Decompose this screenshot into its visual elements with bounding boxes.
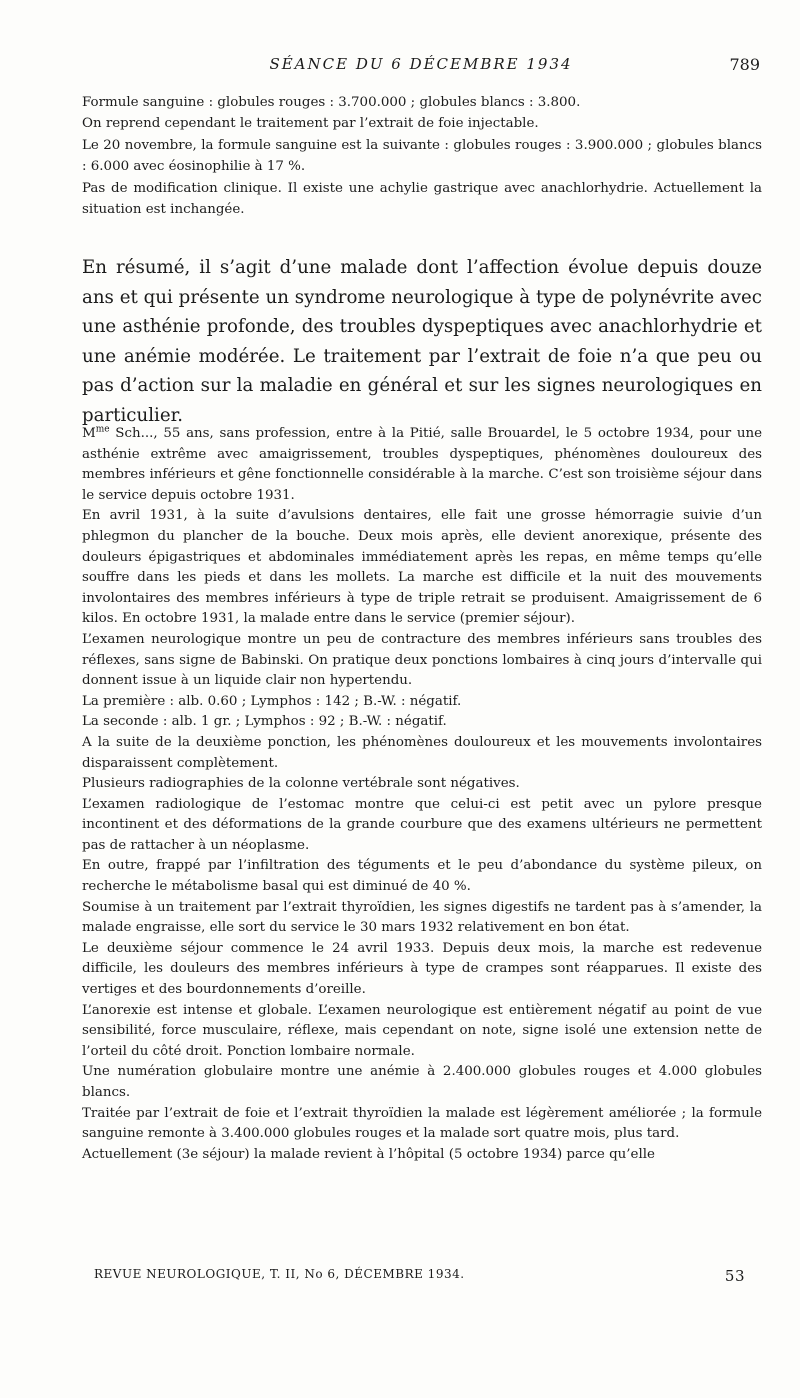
paragraph: La première : alb. 0.60 ; Lymphos : 142 ; B.-W. : négatif. <box>82 693 462 709</box>
paragraph: A la suite de la deuxième ponction, les phénomènes douloureux et les mouvements involontaires disparaissent complètement. <box>82 734 762 771</box>
paragraph: L’anorexie est intense et globale. L’examen neurologique est entièrement négatif au point de vue sensibilité, force musculaire, réflexe, mais cependant on note, signe isolé une extension nette de l’orteil du côté droit. Ponction lombaire normale. <box>82 1002 762 1059</box>
summary-section <box>82 253 762 431</box>
intro-section <box>82 92 762 220</box>
signature-number: 53 <box>724 1267 745 1285</box>
running-header <box>82 55 760 77</box>
header-title: SÉANCE DU 6 DÉCEMBRE 1934 <box>269 55 573 73</box>
paragraph: Soumise à un traitement par l’extrait thyroïdien, les signes digestifs ne tardent pas à s’amender, la malade engraisse, elle sort du service le 30 mars 1932 relativement en bon état. <box>82 899 762 936</box>
paragraph: En avril 1931, à la suite d’avulsions dentaires, elle fait une grosse hémorragie suivie d’un phlegmon du plancher de la bouche. Deux mois après, elle devient anorexique, présente des douleurs épigastriques et abdominales immédiatement après les repas, en même temps qu’elle souffre dans les pieds et dans les mollets. La marche est difficile et la nuit des mouvements involontaires des membres inférieurs à type de triple retrait se produisent. Amaigrissement de 6 kilos. En octobre 1931, la malade entre dans le service (premier séjour). <box>82 508 762 627</box>
paragraph: La seconde : alb. 1 gr. ; Lymphos : 92 ; B.-W. : négatif. <box>82 714 447 730</box>
paragraph: On reprend cependant le traitement par l’extrait de foie injectable. <box>82 116 539 132</box>
paragraph: Actuellement (3e séjour) la malade revient à l’hôpital (5 octobre 1934) parce qu’elle <box>82 1146 655 1162</box>
paragraph: Pas de modification clinique. Il existe une achylie gastrique avec anachlorhydrie. Actuellement la situation est inchangée. <box>82 180 762 218</box>
paragraph: Traitée par l’extrait de foie et l’extrait thyroïdien la malade est légèrement améliorée ; la formule sanguine remonte à 3.400.000 globules rouges et la malade sort quatre mois, plus tard. <box>82 1105 762 1142</box>
journal-reference: REVUE NEUROLOGIQUE, T. II, No 6, DÉCEMBRE 1934. <box>94 1267 465 1281</box>
paragraph: Plusieurs radiographies de la colonne vertébrale sont négatives. <box>82 776 520 792</box>
paragraph: Le deuxième séjour commence le 24 avril 1933. Depuis deux mois, la marche est redevenue difficile, les douleurs des membres inférieurs à type de crampes sont réapparues. Il existe des vertiges et des bourdonnements d’oreille. <box>82 940 762 998</box>
paragraph: En outre, frappé par l’infiltration des téguments et le peu d’abondance du système pileux, on recherche le métabolisme basal qui est diminué de 40 %. <box>82 858 762 895</box>
paragraph: Le 20 novembre, la formule sanguine est la suivante : globules rouges : 3.900.000 ; globules blancs : 6.000 avec éosinophilie à 17 %. <box>82 137 762 175</box>
paragraph: Une numération globulaire montre une anémie à 2.400.000 globules rouges et 4.000 globules blancs. <box>82 1064 762 1100</box>
paragraph: L’examen radiologique de l’estomac montre que celui-ci est petit avec un pylore presque incontinent et des déformations de la grande courbure que des examens ultérieurs ne permettent pas de rattacher à un néoplasme. <box>82 796 762 853</box>
page-number: 789 <box>729 55 760 74</box>
summary-paragraph: En résumé, il s’agit d’une malade dont l’affection évolue depuis douze ans et qui présente un syndrome neurologique à type de polynévrite avec une asthénie profonde, des troubles dyspeptiques avec anachlorhydrie et une anémie modérée. Le traitement par l’extrait de foie n’a que peu ou pas d’action sur la maladie en général et sur les signes neurologiques en particulier. <box>82 257 762 426</box>
page-footer <box>94 1267 745 1287</box>
case-section <box>82 424 762 1165</box>
honorific: M <box>82 426 96 441</box>
paragraph: L’examen neurologique montre un peu de contracture des membres inférieurs sans troubles des réflexes, sans signe de Babinski. On pratique deux ponctions lombaires à cinq jours d’intervalle qui donnent issue à un liquide clair non hypertendu. <box>82 631 762 689</box>
honorific-sup: me <box>95 424 110 435</box>
case-intro: Sch..., 55 ans, sans profession, entre à la Pitié, salle Brouardel, le 5 octobre 1934, pour une asthénie extrême avec amaigrissement, troubles dyspeptiques, phénomènes douloureux des membres inférieurs et gêne fonctionnelle considérable à la marche. C’est son troisième séjour dans le service depuis octobre 1931. <box>82 426 762 503</box>
paragraph <box>82 424 762 506</box>
paragraph: Formule sanguine : globules rouges : 3.700.000 ; globules blancs : 3.800. <box>82 95 581 110</box>
